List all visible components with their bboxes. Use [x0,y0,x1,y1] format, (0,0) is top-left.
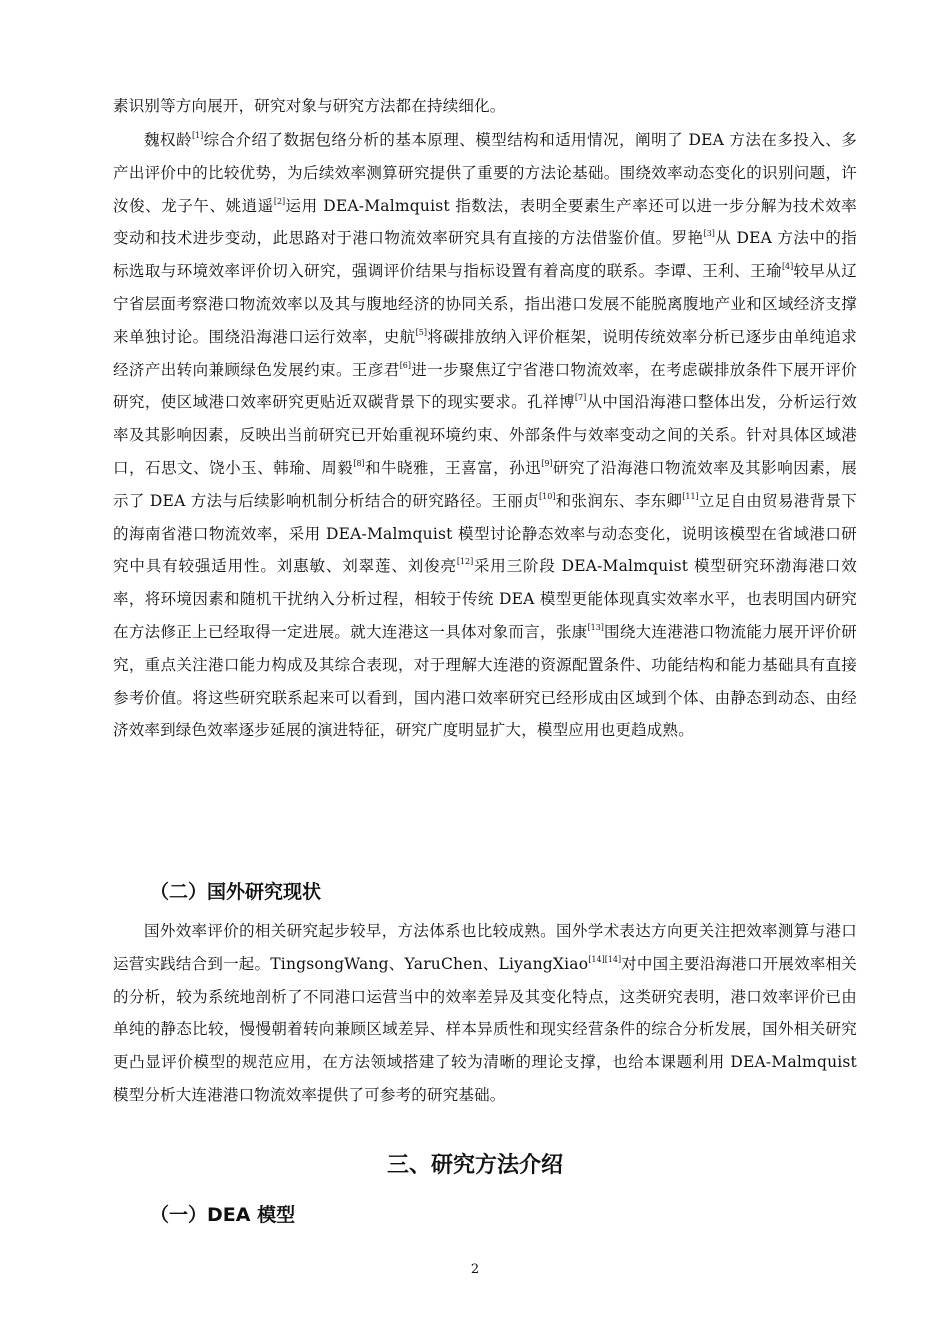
text-run: 采用三阶段 DEA-Malmquist 模型研究环渤海港口效率，将环境因素和随机干扰纳入分析过程，相较于传统 DEA 模型更能体现真实效率水平，也表明国内研究在方法修正上已经取得一定进展。就大连港这一具体对象而言，张康 [113,557,857,641]
text-run: 对中国主要沿海港口开展效率相关的分析，较为系统地剖析了不同港口运营当中的效率差异及其变化特点，这类研究表明，港口效率评价已由单纯的静态比较，慢慢朝着转向兼顾区域差异、样本异质性和现实经营条件的综合分析发展，国外相关研究更凸显评价模型的规范应用，在方法领域搭建了较为清晰的理论支撑，也给本课题利用 DEA-Malmquist 模型分析大连港港口物流效率提供了可参考的研究基础。 [113,954,857,1104]
text-run: 国外效率评价的相关研究起步较早，方法体系也比较成熟。国外学术表达方向更关注把效率测算与港口运营实践结合到一起。TingsongWang、YaruChen、LiyangXiao [113,922,857,973]
text-run: 围绕大连港港口物流能力展开评价研究，重点关注港口能力构成及其综合表现，对于理解大连港的资源配置条件、功能结构和能力基础具有直接参考价值。将这些研究联系起来可以看到，国内港口效率研究已经形成由区域到个体、由静态到动态、由经济效率到绿色效率逐步延展的演进特征，研究广度明显扩大，模型应用也更趋成熟。 [113,622,857,740]
citation-ref: [8] [353,458,365,468]
text-run: 和牛晓雅，王喜富，孙迅 [364,458,542,477]
citation-ref: [6] [399,360,412,370]
citation-ref: [9] [541,458,553,468]
chapter-heading-research-methods: 三、研究方法介绍 [386,1153,563,1178]
citation-ref: [12] [456,557,474,567]
text-run: 从 DEA 方法中的指标选取与环境效率评价切入研究，强调评价结果与指标设置有着高度的联系。李谭、王利、王瑜 [113,229,858,281]
citation-ref: [14] [604,954,622,964]
text-run: 运用 DEA-Malmquist 指数法，表明全要素生产率还可以进一步分解为技术效率变动和技术进步变动，此思路对于港口物流效率研究具有直接的方法借鉴价值。罗艳 [113,196,857,248]
citation-ref: [14] [588,954,605,964]
text-run: 和张润东、李东卿 [555,491,683,510]
text-run: 综合介绍了数据包络分析的基本原理、模型结构和适用情况，阐明了 DEA 方法在多投入、多产出评价中的比较优势，为后续效率测算研究提供了重要的方法论基础。围绕效率动态变化的识别问题，许汝俊、龙子午、姚逍遥 [113,131,857,215]
citation-ref: [13] [587,622,604,632]
paragraph-intro-continuation: 素识别等方向展开，研究对象与研究方法都在持续细化。 [113,97,506,115]
text-run: 将碳排放纳入评价框架，说明传统效率分析已逐步由单纯追求经济产出转向兼顾绿色发展约束。王彦君 [113,327,857,379]
text-run: 研究了沿海港口物流效率及其影响因素，展示了 DEA 方法与后续影响机制分析结合的研究路径。王丽贞 [113,458,857,510]
citation-ref: [11] [682,491,699,501]
citation-ref: [7] [574,393,587,403]
paragraph-foreign-research [113,915,857,1112]
citation-ref: [2] [273,196,286,206]
text-run: 立足自由贸易港背景下的海南省港口物流效率，采用 DEA-Malmquist 模型讨论静态效率与动态变化，说明该模型在省域港口研究中具有较强适用性。刘惠敏、刘翠莲、刘俊亮 [113,491,857,576]
citation-ref: [1] [191,131,204,140]
citation-ref: [5] [415,327,427,337]
text-run: 从中国沿海港口整体出发，分析运行效率及其影响因素，反映出当前研究已开始重视环境约束、外部条件与效率变动之间的关系。针对具体区域港口，石思文、饶小玉、韩瑜、周毅 [113,393,857,477]
text-run: 较早从辽宁省层面考察港口物流效率以及其与腹地经济的协同关系，指出港口发展不能脱离腹地产业和区域经济支撑来单独讨论。围绕沿海港口运行效率，史航 [113,262,857,346]
citation-ref: [4] [781,262,794,272]
citation-ref: [10] [539,491,556,501]
text-run: 进一步聚焦辽宁省港口物流效率，在考虑碳排放条件下展开评价研究，使区域港口效率研究更贴近双碳背景下的现实要求。孔祥博 [113,360,857,412]
paragraph-domestic-research [113,124,857,747]
citation-ref: [3] [703,229,715,239]
text-run: 魏权龄 [144,131,192,149]
section-heading-dea-model: （一）DEA 模型 [150,1204,296,1226]
section-heading-foreign-research: （二）国外研究现状 [150,881,322,903]
page-number: 2 [470,1262,480,1277]
